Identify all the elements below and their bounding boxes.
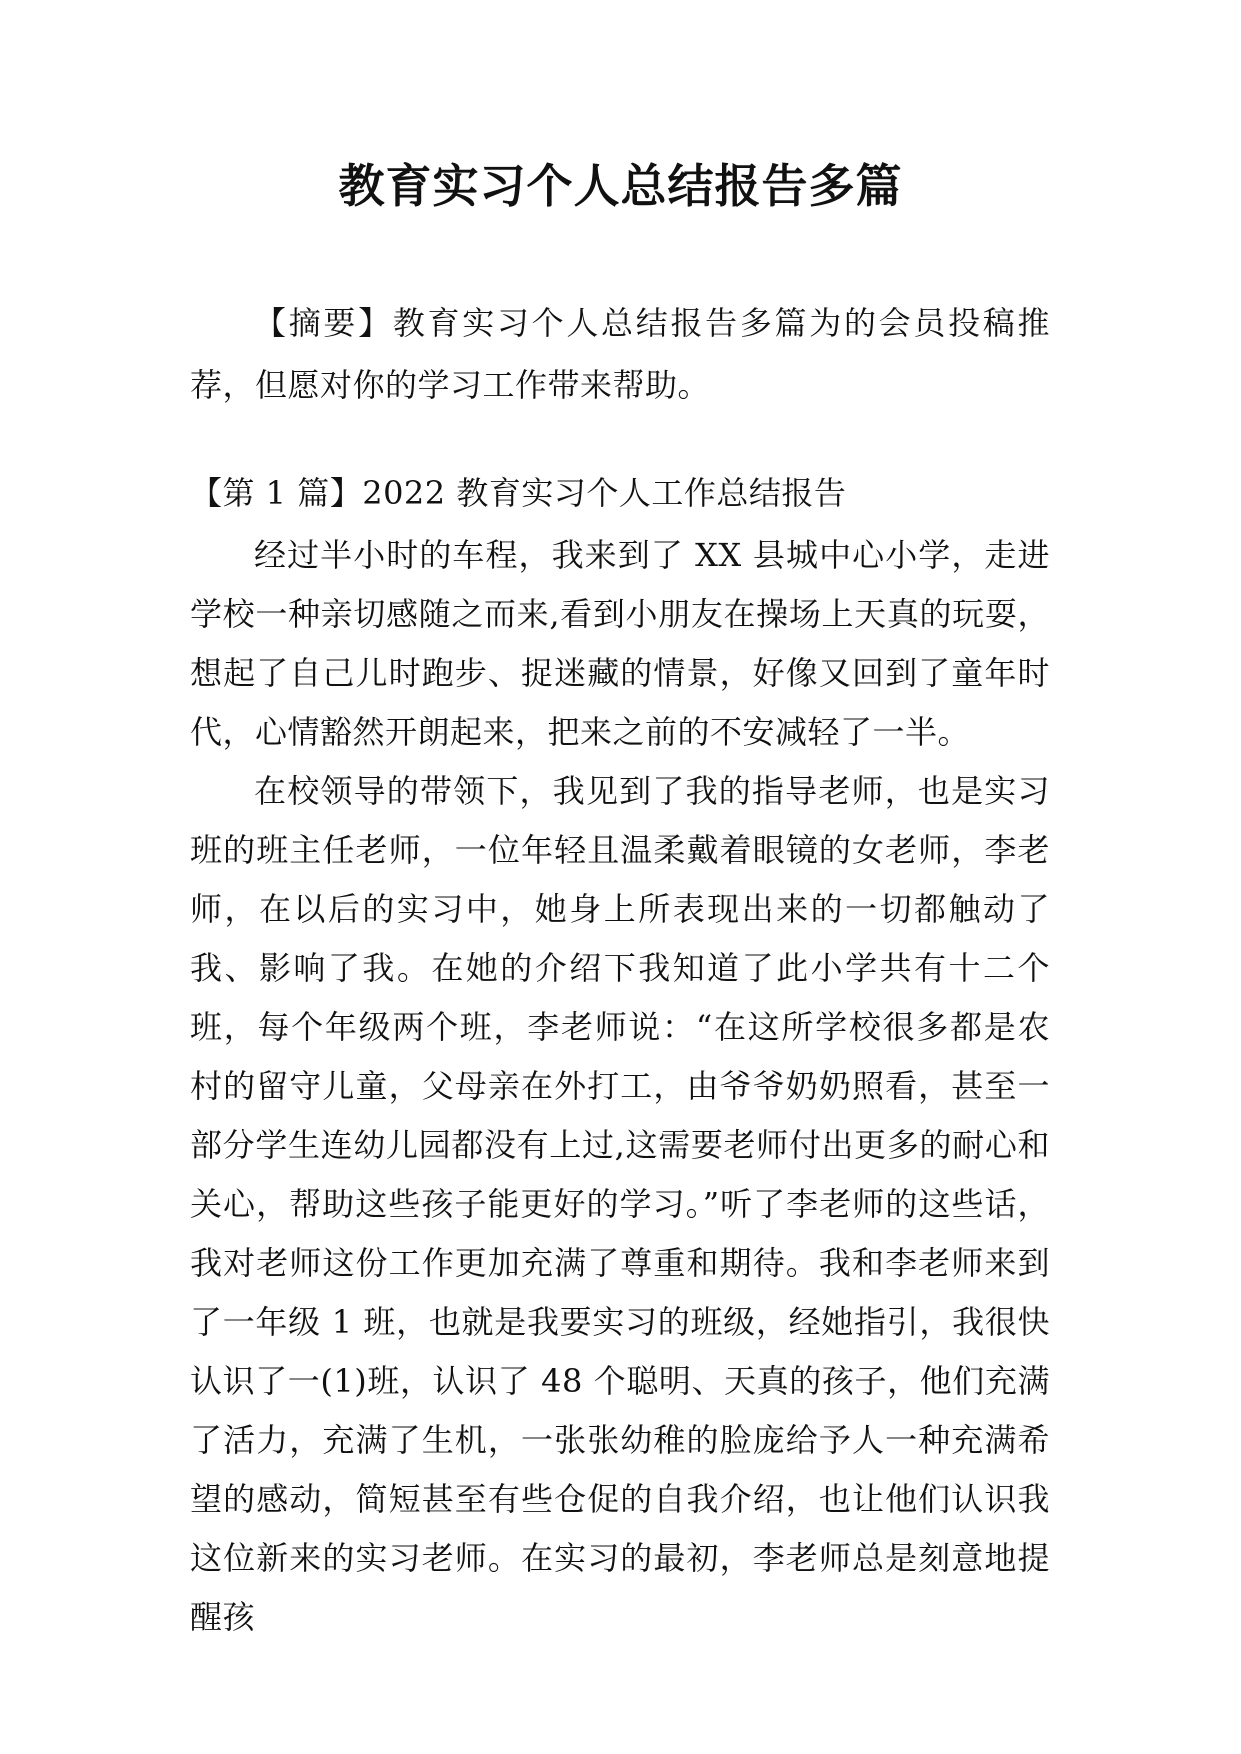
section-heading: 【第 1 篇】2022 教育实习个人工作总结报告: [190, 474, 847, 512]
abstract-paragraph: 【摘要】教育实习个人总结报告多篇为的会员投稿推荐，但愿对你的学习工作带来帮助。: [190, 304, 1050, 404]
document-title: 教育实习个人总结报告多篇: [338, 159, 903, 213]
body-paragraph: 在校领导的带领下，我见到了我的指导老师，也是实习班的班主任老师，一位年轻且温柔戴着眼镜的女老师，李老师，在以后的实习中，她身上所表现出来的一切都触动了我、影响了我。在她的介绍下我知道了此小学共有十二个班，每个年级两个班，李老师说：“在这所学校很多都是农村的留守儿童，父母亲在外打工，由爷爷奶奶照看，甚至一部分学生连幼儿园都没有上过,这需要老师付出更多的耐心和关心，帮助这些孩子能更好的学习。”听了李老师的这些话，我对老师这份工作更加充满了尊重和期待。我和李老师来到了一年级 1 班，也就是我要实习的班级，经她指引，我很快认识了一(1)班，认识了 48 个聪明、天真的孩子，他们充满了活力，充满了生机，一张张幼稚的脸庞给予人一种充满希望的感动，简短甚至有些仓促的自我介绍，也让他们认识我这位新来的实习老师。在实习的最初，李老师总是刻意地提醒孩: [190, 772, 1050, 1636]
body-paragraph: 经过半小时的车程，我来到了 XX 县城中心小学，走进学校一种亲切感随之而来,看到小朋友在操场上天真的玩耍，想起了自己儿时跑步、捉迷藏的情景，好像又回到了童年时代，心情豁然开朗起来，把来之前的不安减轻了一半。: [190, 536, 1050, 751]
